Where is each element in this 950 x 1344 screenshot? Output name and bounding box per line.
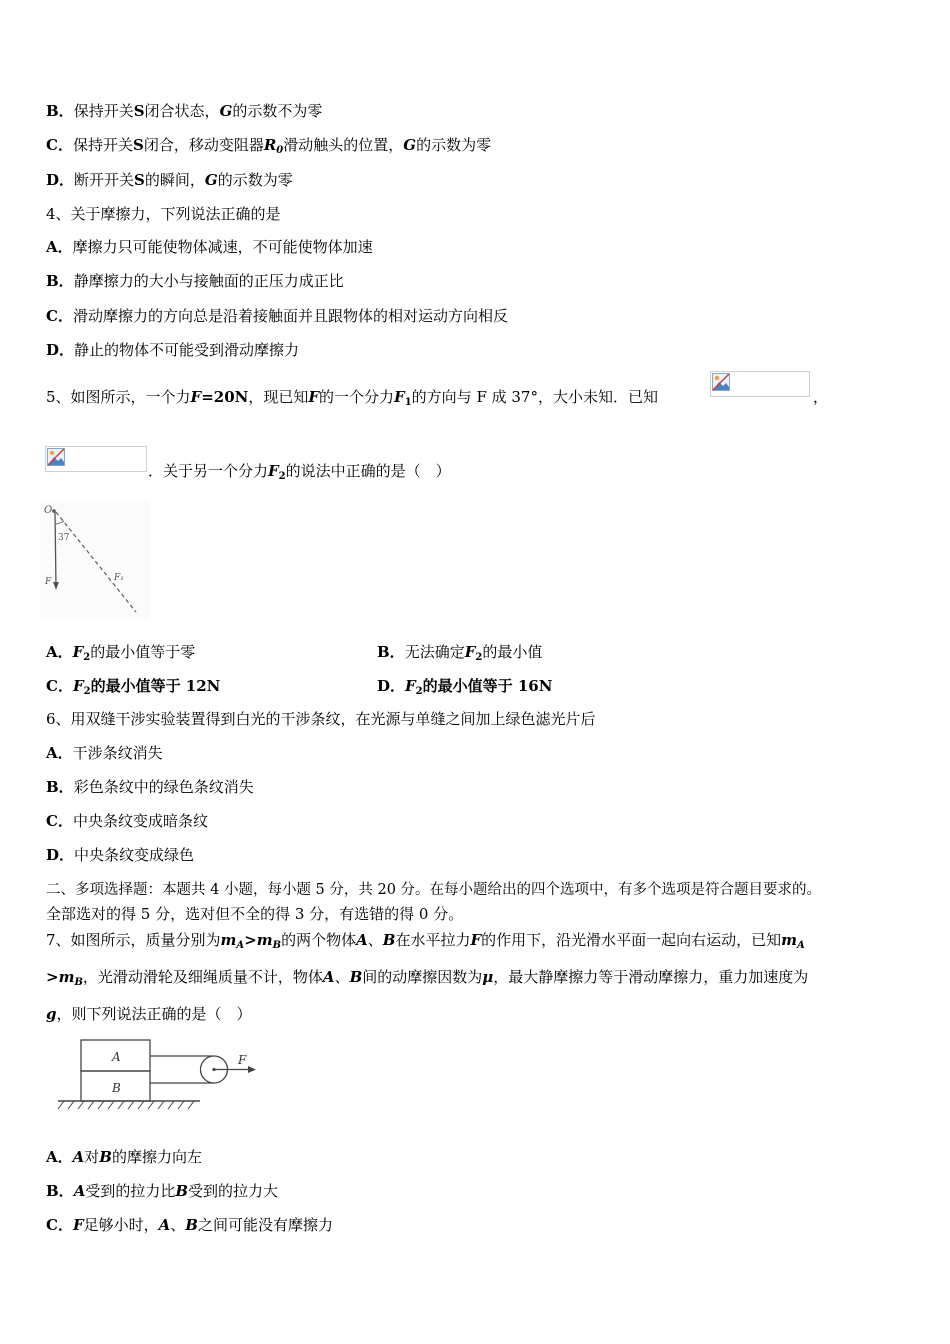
image-placeholder-icon bbox=[47, 448, 65, 466]
option-label: C． bbox=[46, 677, 73, 695]
q5-option-a: A．$F_2$的最小值等于零 bbox=[46, 643, 196, 663]
q4-option-c: C．滑动摩擦力的方向总是沿着接触面并且跟物体的相对运动方向相反 bbox=[46, 307, 508, 325]
option-label: C． bbox=[46, 812, 73, 830]
q7-stem-line2: $>m_B$，光滑动滑轮及细绳质量不计，物体A、B间的动摩擦因数为μ，最大静摩擦力等于滑动摩擦力，重力加速度为 bbox=[46, 968, 809, 988]
option-label: B． bbox=[46, 102, 74, 120]
q5-stem-line2: ．关于另一个分力$F_2$的说法中正确的是（ ） bbox=[148, 462, 451, 482]
option-label: C． bbox=[46, 1216, 73, 1234]
image-placeholder-icon bbox=[712, 373, 730, 391]
q7-stem-line1: 7、如图所示，质量分别为$m_A>m_B$的两个物体A、B在水平拉力F的作用下，沿光滑水平面一起向右运动，已知$m_A$ bbox=[46, 931, 805, 951]
q3-option-c: C．保持开关S闭合，移动变阻器$R_0$滑动触头的位置，G的示数为零 bbox=[46, 136, 492, 156]
option-label: C． bbox=[46, 307, 73, 325]
broken-image-icon bbox=[710, 371, 810, 397]
q7-stem-line3: g，则下列说法正确的是（ ） bbox=[46, 1005, 252, 1023]
option-label: D． bbox=[46, 846, 75, 864]
fig-label-angle: 37 bbox=[58, 533, 70, 543]
fig-label-b: B bbox=[112, 1081, 121, 1095]
q4-option-a: A．摩擦力只可能使物体减速，不可能使物体加速 bbox=[46, 238, 373, 256]
pulley-blocks-figure bbox=[50, 1036, 270, 1116]
fig-label-f: F bbox=[238, 1053, 247, 1067]
option-label: D． bbox=[46, 341, 75, 359]
q6-option-b: B．彩色条纹中的绿色条纹消失 bbox=[46, 778, 254, 796]
option-label: B． bbox=[46, 1182, 74, 1200]
q7-option-b: B．A受到的拉力比B受到的拉力大 bbox=[46, 1182, 279, 1200]
q6-option-a: A．干涉条纹消失 bbox=[46, 744, 163, 762]
q7-option-a: A．A对B的摩擦力向左 bbox=[46, 1148, 202, 1166]
fig-label-a: A bbox=[112, 1050, 121, 1064]
q3-option-d: D．断开开关S的瞬间，G的示数为零 bbox=[46, 171, 293, 189]
q7-option-c: C．F足够小时，A、B之间可能没有摩擦力 bbox=[46, 1216, 333, 1234]
option-label: B． bbox=[377, 643, 405, 661]
option-label: A． bbox=[46, 643, 73, 661]
option-label: B． bbox=[46, 272, 74, 290]
q6-stem: 6、用双缝干涉实验装置得到白光的干涉条纹，在光源与单缝之间加上绿色滤光片后 bbox=[46, 710, 596, 728]
q5-comma: ， bbox=[813, 388, 829, 406]
q4-option-b: B．静摩擦力的大小与接触面的正压力成正比 bbox=[46, 272, 344, 290]
force-decomposition-figure bbox=[40, 500, 150, 620]
q5-option-d: D．$F_2$的最小值等于 16N bbox=[377, 677, 553, 697]
fig-label-f1: F₁ bbox=[114, 573, 124, 583]
q4-option-d: D．静止的物体不可能受到滑动摩擦力 bbox=[46, 341, 300, 359]
option-label: A． bbox=[46, 238, 73, 256]
fig-label-f: F bbox=[45, 577, 52, 587]
q3-option-b: B．保持开关S闭合状态，G的示数不为零 bbox=[46, 102, 323, 120]
q5-option-b: B．无法确定$F_2$的最小值 bbox=[377, 643, 543, 663]
q4-stem: 4、关于摩擦力，下列说法正确的是 bbox=[46, 205, 281, 223]
section-2-heading-line1: 二、多项选择题：本题共 4 小题，每小题 5 分，共 20 分。在每小题给出的四个选项中，有多个选项是符合题目要求的。 bbox=[46, 882, 822, 898]
fig-label-o: O bbox=[44, 505, 53, 516]
broken-image-icon bbox=[45, 446, 147, 472]
option-label: D． bbox=[46, 171, 75, 189]
option-label: A． bbox=[46, 744, 73, 762]
option-label: A． bbox=[46, 1148, 73, 1166]
q5-stem-line1: 5、如图所示，一个力F=20N，现已知F的一个分力$F_1$的方向与 F 成 37°，大小未知．已知 bbox=[46, 388, 658, 408]
q5-option-c: C．$F_2$的最小值等于 12N bbox=[46, 677, 221, 697]
q6-option-d: D．中央条纹变成绿色 bbox=[46, 846, 195, 864]
option-label: B． bbox=[46, 778, 74, 796]
q6-option-c: C．中央条纹变成暗条纹 bbox=[46, 812, 208, 830]
option-label: C． bbox=[46, 136, 73, 154]
section-2-heading-line2: 全部选对的得 5 分，选对但不全的得 3 分，有选错的得 0 分。 bbox=[46, 905, 464, 923]
option-label: D． bbox=[377, 677, 406, 695]
